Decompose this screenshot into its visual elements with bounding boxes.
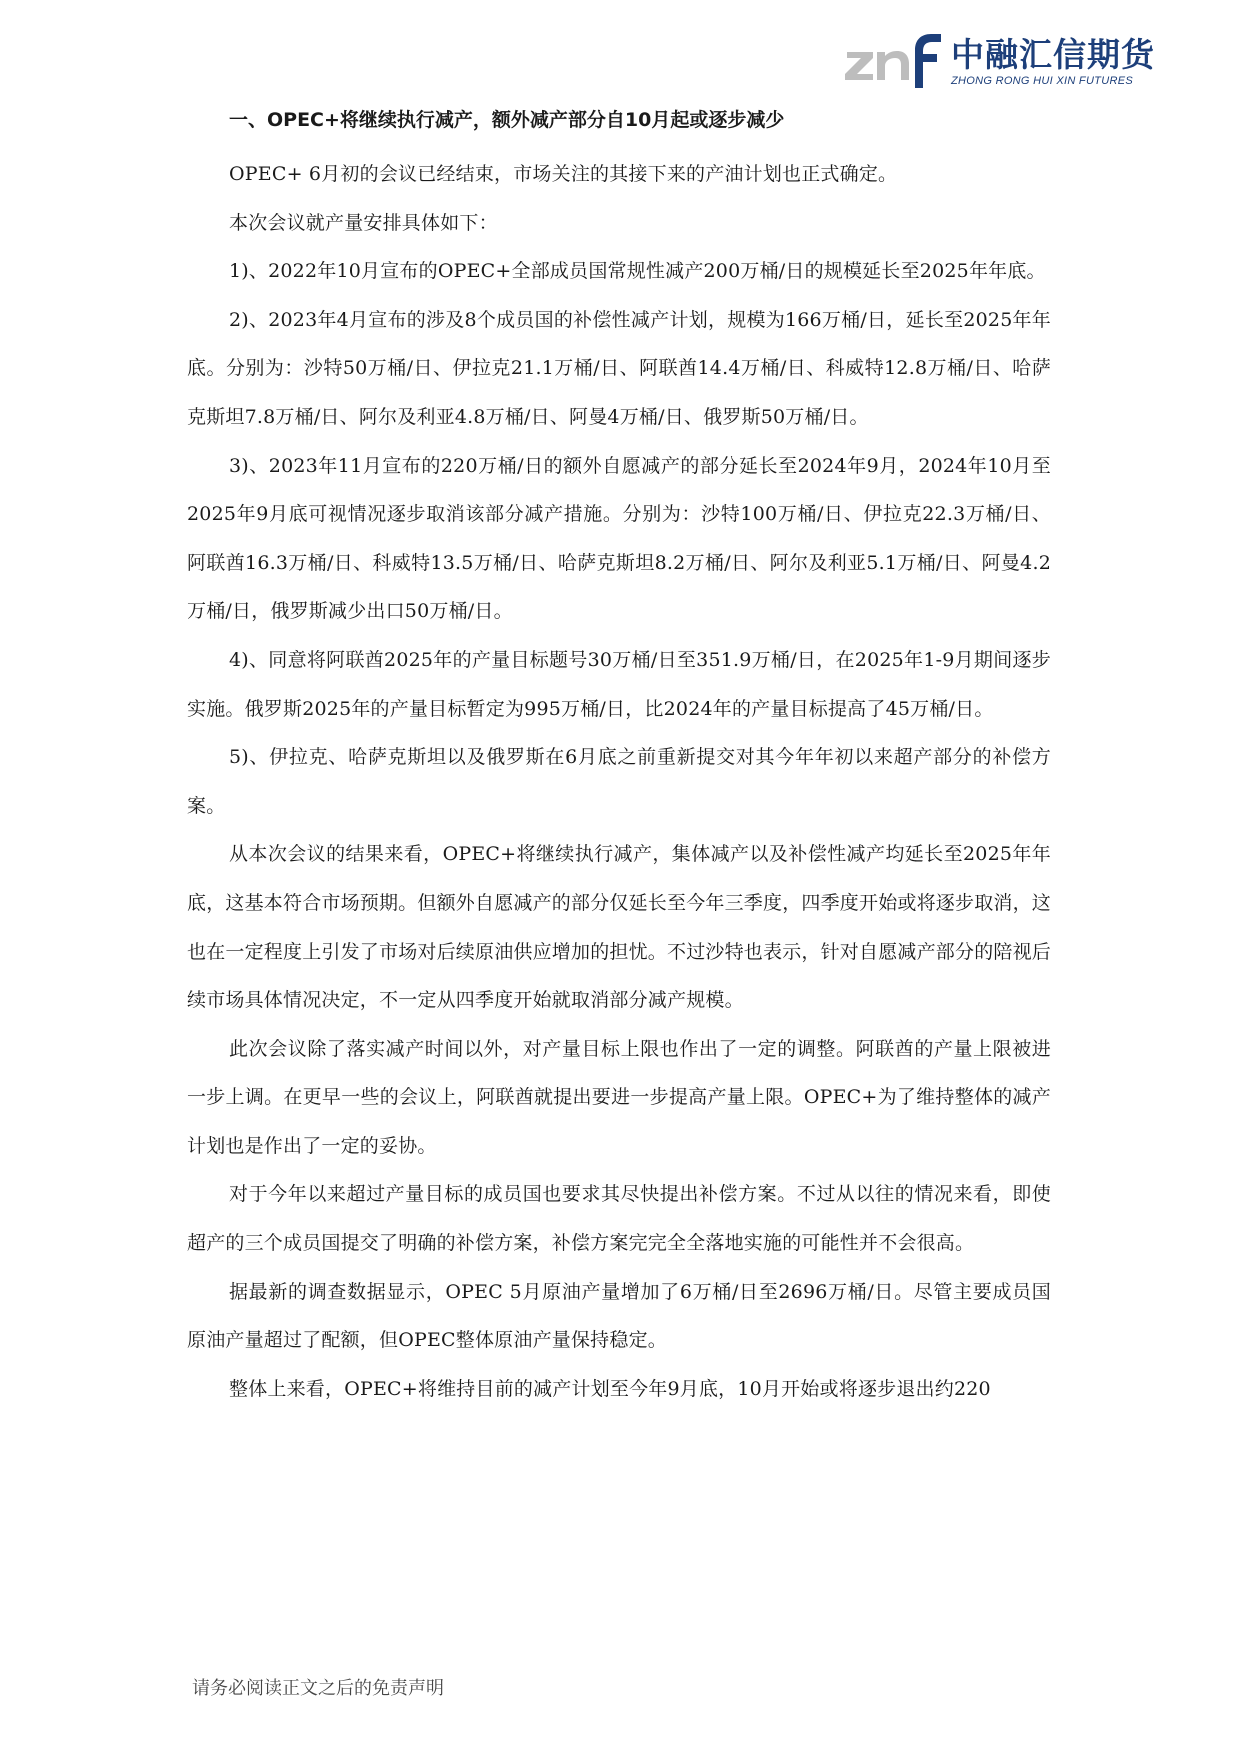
- paragraph: 2)、2023年4月宣布的涉及8个成员国的补偿性减产计划，规模为166万桶/日，延长至2025年年底。分别为：沙特50万桶/日、伊拉克21.1万桶/日、阿联酋14.4万桶/日、科威特12.8万桶/日、哈萨克斯坦7.8万桶/日、阿尔及利亚4.8万桶/日、阿曼4万桶/日、俄罗斯50万桶/日。: [187, 308, 1051, 428]
- paragraph: 本次会议就产量安排具体如下：: [229, 211, 498, 234]
- paragraph: 对于今年以来超过产量目标的成员国也要求其尽快提出补偿方案。不过从以往的情况来看，即使超产的三个成员国提交了明确的补偿方案，补偿方案完完全全落地实施的可能性并不会很高。: [187, 1183, 1051, 1255]
- znf-logo-mark-icon: [843, 30, 943, 94]
- company-logo: [843, 30, 1155, 94]
- paragraph: 3)、2023年11月宣布的220万桶/日的额外自愿减产的部分延长至2024年9月，2024年10月至2025年9月底可视情况逐步取消该部分减产措施。分别为：沙特100万桶/日、伊拉克22.3万桶/日、阿联酋16.3万桶/日、科威特13.5万桶/日、哈萨克斯坦8.2万桶/日、阿尔及利亚5.1万桶/日、阿曼4.2万桶/日，俄罗斯减少出口50万桶/日。: [187, 454, 1051, 623]
- paragraph: 1)、2022年10月宣布的OPEC+全部成员国常规性减产200万桶/日的规模延长至2025年年底。: [229, 260, 1046, 283]
- paragraph: 5)、伊拉克、哈萨克斯坦以及俄罗斯在6月底之前重新提交对其今年年初以来超产部分的补偿方案。: [187, 746, 1051, 817]
- paragraph: 此次会议除了落实减产时间以外，对产量目标上限也作出了一定的调整。阿联酋的产量上限被进一步上调。在更早一些的会议上，阿联酋就提出要进一步提高产量上限。OPEC+为了维持整体的减产计划也是作出了一定的妥协。: [187, 1037, 1051, 1157]
- disclaimer-footer: 请务必阅读正文之后的免责声明: [192, 1678, 444, 1699]
- paragraph: 4)、同意将阿联酋2025年的产量目标题号30万桶/日至351.9万桶/日，在2025年1-9月期间逐步实施。俄罗斯2025年的产量目标暂定为995万桶/日，比2024年的产量目标提高了45万桶/日。: [187, 648, 1051, 720]
- logo-chinese-name: 中融汇信期货: [951, 35, 1155, 74]
- paragraph: 从本次会议的结果来看，OPEC+将继续执行减产，集体减产以及补偿性减产均延长至2025年年底，这基本符合市场预期。但额外自愿减产的部分仅延长至今年三季度，四季度开始或将逐步取消，这也在一定程度上引发了市场对后续原油供应增加的担忧。不过沙特也表示，针对自愿减产部分的陪视后续市场具体情况决定，不一定从四季度开始就取消部分减产规模。: [187, 843, 1052, 1012]
- article-body: [187, 106, 1051, 1413]
- paragraph: 据最新的调查数据显示，OPEC 5月原油产量增加了6万桶/日至2696万桶/日。尽管主要成员国原油产量超过了配额，但OPEC整体原油产量保持稳定。: [187, 1280, 1051, 1352]
- paragraph: OPEC+ 6月初的会议已经结束，市场关注的其接下来的产油计划也正式确定。: [229, 163, 898, 185]
- logo-text-block: [951, 36, 1155, 88]
- paragraph: 整体上来看，OPEC+将维持目前的减产计划至今年9月底，10月开始或将逐步退出约220: [229, 1377, 991, 1400]
- logo-english-name: ZHONG RONG HUI XIN FUTURES: [951, 75, 1133, 87]
- section-heading: 一、OPEC+将继续执行减产，额外减产部分自10月起或逐步减少: [229, 109, 785, 131]
